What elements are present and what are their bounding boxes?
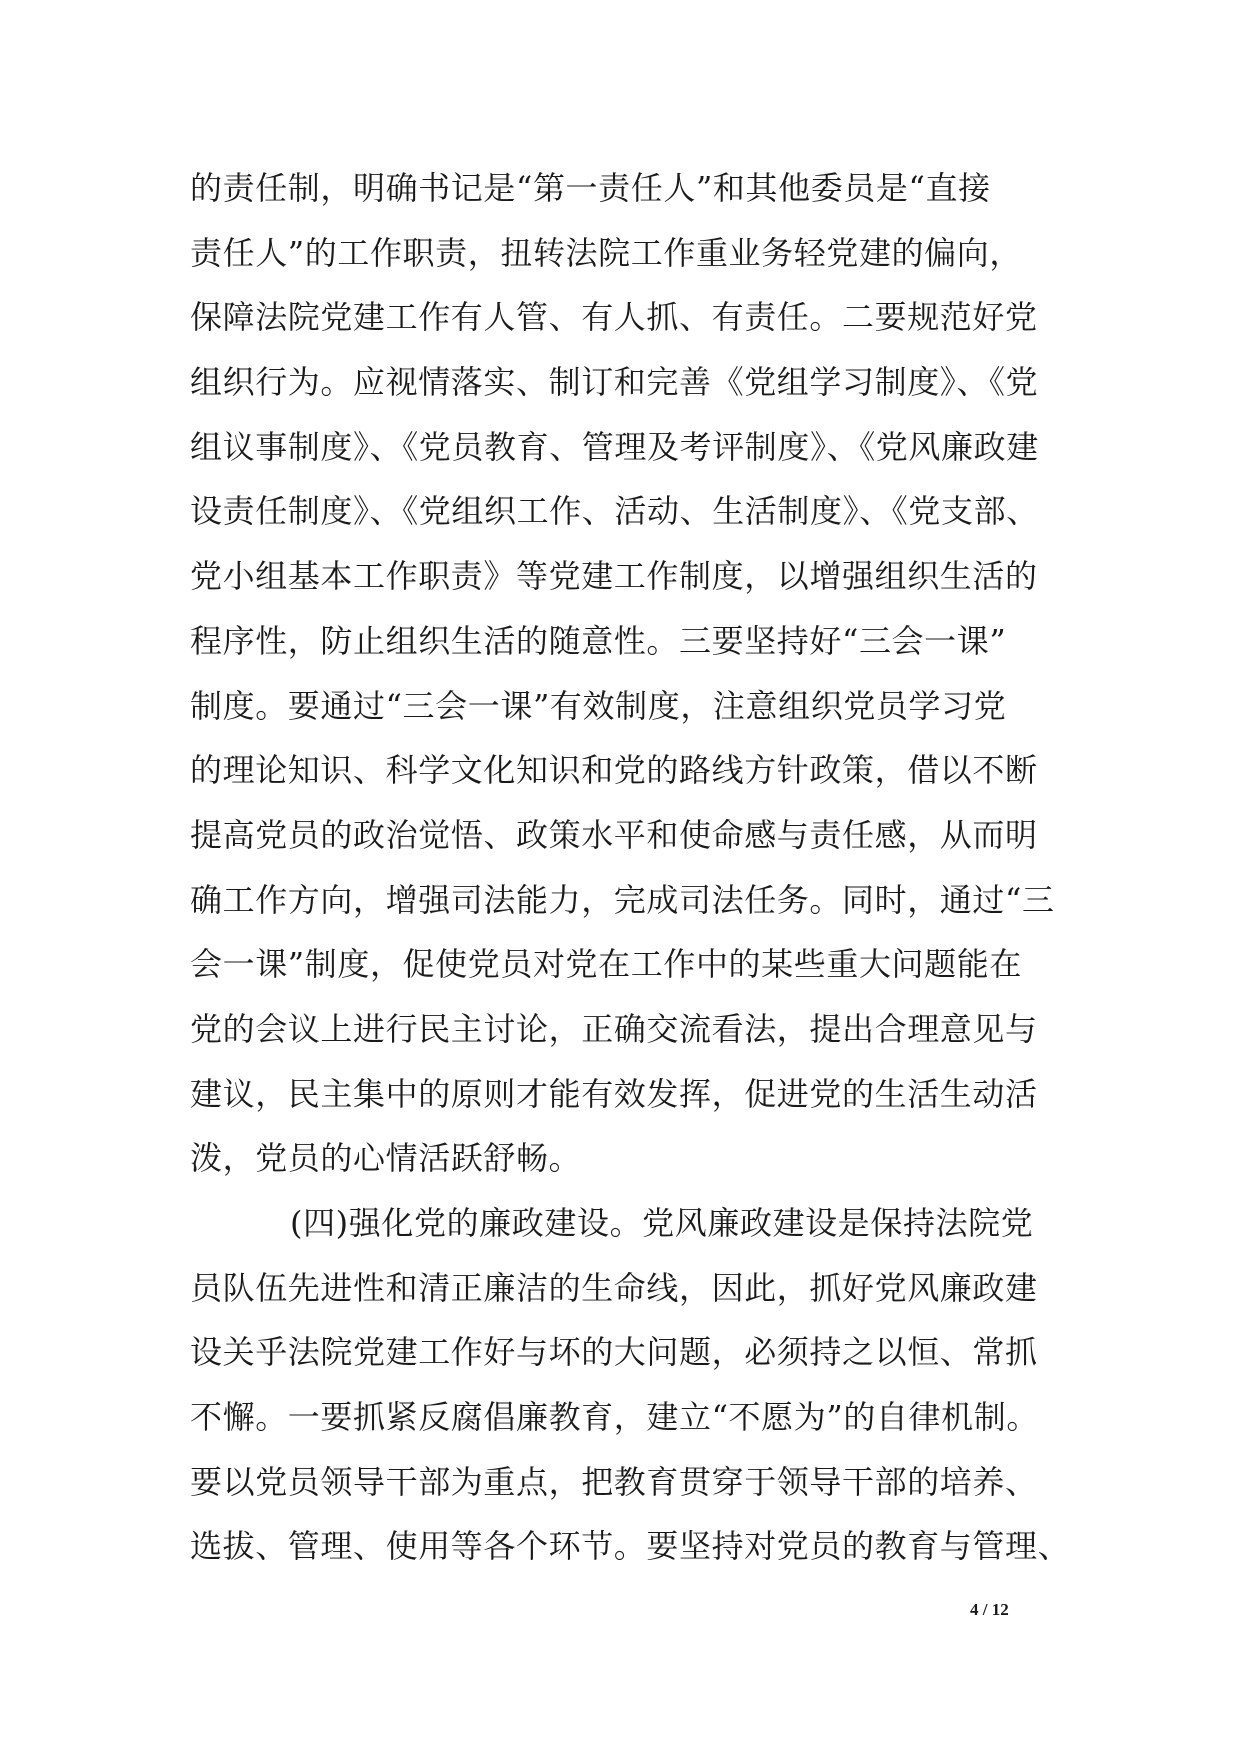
- body-text: [190, 156, 1071, 1579]
- text-line: 员队伍先进性和清正廉洁的生命线，因此，抓好党风廉政建: [190, 1268, 1038, 1307]
- text-line: 设责任制度》、《党组织工作、活动、生活制度》、《党支部、: [190, 492, 1039, 531]
- text-line: 不懈。一要抓紧反腐倡廉教育，建立“不愿为”的自律机制。: [190, 1398, 1039, 1437]
- section-heading-line: (四)强化党的廉政建设。党风廉政建设是保持法院党: [290, 1204, 1034, 1242]
- text-line: 党的会议上进行民主讨论，正确交流看法，提出合理意见与: [190, 1009, 1038, 1048]
- text-line: 要以党员领导干部为重点，把教育贯穿于领导干部的培养、: [190, 1462, 1038, 1501]
- text-line: 制度。要通过“三会一课”有效制度，注意组织党员学习党: [190, 686, 1007, 725]
- text-line: 组织行为。应视情落实、制订和完善《党组学习制度》、《党: [190, 363, 1039, 402]
- text-line: 党小组基本工作职责》等党建工作制度，以增强组织生活的: [190, 557, 1038, 596]
- text-line: 的理论知识、科学文化知识和党的路线方针政策，借以不断: [190, 751, 1038, 790]
- text-line: 选拔、管理、使用等各个环节。要坚持对党员的教育与管理、: [190, 1527, 1071, 1566]
- text-line: 责任人”的工作职责，扭转法院工作重业务轻党建的偏向，: [190, 233, 1022, 272]
- text-line: 建议，民主集中的原则才能有效发挥，促进党的生活生动活: [190, 1074, 1038, 1113]
- text-line: 组议事制度》、《党员教育、管理及考评制度》、《党风廉政建: [190, 427, 1039, 466]
- text-line: 的责任制，明确书记是“第一责任人”和其他委员是“直接: [190, 169, 991, 207]
- text-line: 确工作方向，增强司法能力，完成司法任务。同时，通过“三: [190, 880, 1055, 919]
- text-line: 会一课”制度，促使党员对党在工作中的某些重大问题能在: [190, 945, 1022, 984]
- text-line: 程序性，防止组织生活的随意性。三要坚持好“三会一课”: [190, 621, 1007, 660]
- text-line: 保障法院党建工作有人管、有人抓、有责任。二要规范好党: [190, 298, 1038, 337]
- page-number: 4 / 12: [970, 1600, 1009, 1619]
- text-line: 泼，党员的心情活跃舒畅。: [190, 1139, 582, 1178]
- text-line: 设关乎法院党建工作好与坏的大问题，必须持之以恒、常抓: [190, 1333, 1038, 1372]
- text-line: 提高党员的政治觉悟、政策水平和使命感与责任感，从而明: [190, 815, 1038, 854]
